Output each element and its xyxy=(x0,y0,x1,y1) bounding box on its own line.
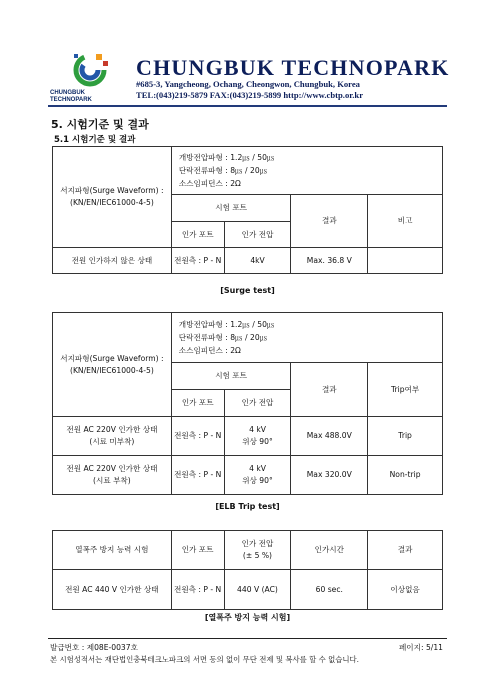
footer-divider xyxy=(48,638,447,639)
trip-cell: Trip xyxy=(368,417,443,456)
result-cell: 이상없음 xyxy=(368,570,443,610)
runaway-test-header: 열폭주 방지 능력 시험 xyxy=(53,531,172,570)
result-header: 결과 xyxy=(291,363,368,417)
table-row xyxy=(53,456,443,495)
elb-caption: [ELB Trip test] xyxy=(215,502,280,511)
waveform-label: 서지파형(Surge Waveform) : xyxy=(60,186,164,195)
issue-number: 발급번호 : 제08E-0037호 xyxy=(50,643,138,652)
page-number: 페이지: 5/11 xyxy=(398,643,443,652)
table-row xyxy=(53,570,443,610)
voltage-cell xyxy=(224,417,291,456)
logo-text-line1: CHUNGBUK xyxy=(50,90,85,96)
header-divider xyxy=(48,105,447,107)
contact-line: TEL:(043)219-5879 FAX:(043)219-5899 http://www.cbtp.or.kr xyxy=(136,90,364,100)
param-short-current: 단락전류파형 : 8㎲ / 20㎲ xyxy=(178,166,268,175)
apply-port-header: 인가 포트 xyxy=(171,531,224,570)
apply-port-header: 인가 포트 xyxy=(171,222,224,248)
subsection-title: 5.1 시험기준 및 결과 xyxy=(54,135,136,145)
condition-line1: 전원 AC 220V 인가한 상태 xyxy=(66,464,158,473)
param-open-voltage: 개방전압파형 : 1.2㎲ / 50㎲ xyxy=(178,320,275,329)
voltage-line2: 위상 90° xyxy=(242,476,273,485)
apply-voltage-line2: (± 5 %) xyxy=(242,551,273,560)
waveform-standard: (KN/EN/IEC61000-4-5) xyxy=(69,198,154,207)
company-address xyxy=(136,79,436,101)
param-source-impedance: 소스임피던스 : 2Ω xyxy=(178,346,241,355)
apply-port-header: 인가 포트 xyxy=(171,390,224,417)
logo-text xyxy=(50,90,128,104)
remark-header: 비고 xyxy=(368,195,443,248)
param-source-impedance: 소스임피던스 : 2Ω xyxy=(178,179,241,188)
port-cell: 전원측 : P - N xyxy=(171,570,224,610)
port-cell: 전원측 : P - N xyxy=(171,248,224,274)
port-cell: 전원측 : P - N xyxy=(171,456,224,495)
waveform-label: 서지파형(Surge Waveform) : xyxy=(60,353,164,363)
voltage-cell: 4kV xyxy=(224,248,291,274)
surge-caption: [Surge test] xyxy=(220,286,275,295)
waveform-cell xyxy=(53,147,172,248)
logo-text-line2: TECHNOPARK xyxy=(50,97,92,103)
port-cell: 전원측 : P - N xyxy=(171,417,224,456)
copyright-notice: 본 시험성적서는 재단법인충북테크노파크의 서면 동의 없이 무단 전제 및 복사를 할 수 없습니다. xyxy=(50,655,359,664)
trip-header: Trip여부 xyxy=(368,363,443,417)
table-row xyxy=(53,248,443,274)
result-cell: Max. 36.8 V xyxy=(291,248,368,274)
result-header: 결과 xyxy=(368,531,443,570)
voltage-line1: 4 kV xyxy=(249,464,266,473)
runaway-test-table xyxy=(52,530,443,610)
apply-voltage-line1: 인가 전압 xyxy=(241,539,274,548)
table-row xyxy=(53,417,443,456)
param-open-voltage: 개방전압파형 : 1.2㎲ / 50㎲ xyxy=(178,153,275,162)
voltage-cell: 440 V (AC) xyxy=(224,570,291,610)
runaway-caption: [열폭주 방지 능력 시험] xyxy=(204,613,291,622)
condition-cell: 전원 인가하지 않은 상태 xyxy=(53,248,172,274)
voltage-line1: 4 kV xyxy=(249,425,266,434)
waveform-standard: (KN/EN/IEC61000-4-5) xyxy=(69,365,154,375)
result-cell: Max 320.0V xyxy=(291,456,368,495)
voltage-cell xyxy=(224,456,291,495)
param-short-current: 단락전류파형 : 8㎲ / 20㎲ xyxy=(178,333,268,342)
surge-test-table xyxy=(52,146,443,274)
voltage-line2: 위상 90° xyxy=(242,437,273,446)
condition-cell xyxy=(53,456,172,495)
waveform-cell xyxy=(53,313,172,417)
condition-cell: 전원 AC 440 V 인가한 상태 xyxy=(53,570,172,610)
time-cell: 60 sec. xyxy=(291,570,368,610)
apply-voltage-header: 인가 전압 xyxy=(224,222,291,248)
company-name: CHUNGBUK TECHNOPARK xyxy=(136,55,450,80)
test-port-header: 시험 포트 xyxy=(171,195,291,222)
test-port-header: 시험 포트 xyxy=(171,363,291,390)
address-line: #685-3, Yangcheong, Ochang, Cheongwon, Chungbuk, Korea xyxy=(136,79,360,89)
condition-line1: 전원 AC 220V 인가한 상태 xyxy=(66,425,158,434)
apply-time-header: 인가시간 xyxy=(291,531,368,570)
condition-line2: (시료 부착) xyxy=(93,476,131,485)
trip-cell: Non-trip xyxy=(368,456,443,495)
condition-cell xyxy=(53,417,172,456)
elb-trip-table xyxy=(52,312,443,495)
result-header: 결과 xyxy=(291,195,368,248)
apply-voltage-header: 인가 전압 xyxy=(224,390,291,417)
remark-cell xyxy=(368,248,443,274)
section-title: 5. 시험기준 및 결과 xyxy=(51,118,149,131)
waveform-params xyxy=(171,147,442,195)
apply-voltage-header xyxy=(224,531,291,570)
waveform-params xyxy=(171,313,442,363)
condition-line2: (시료 미부착) xyxy=(89,437,135,446)
result-cell: Max 488.0V xyxy=(291,417,368,456)
